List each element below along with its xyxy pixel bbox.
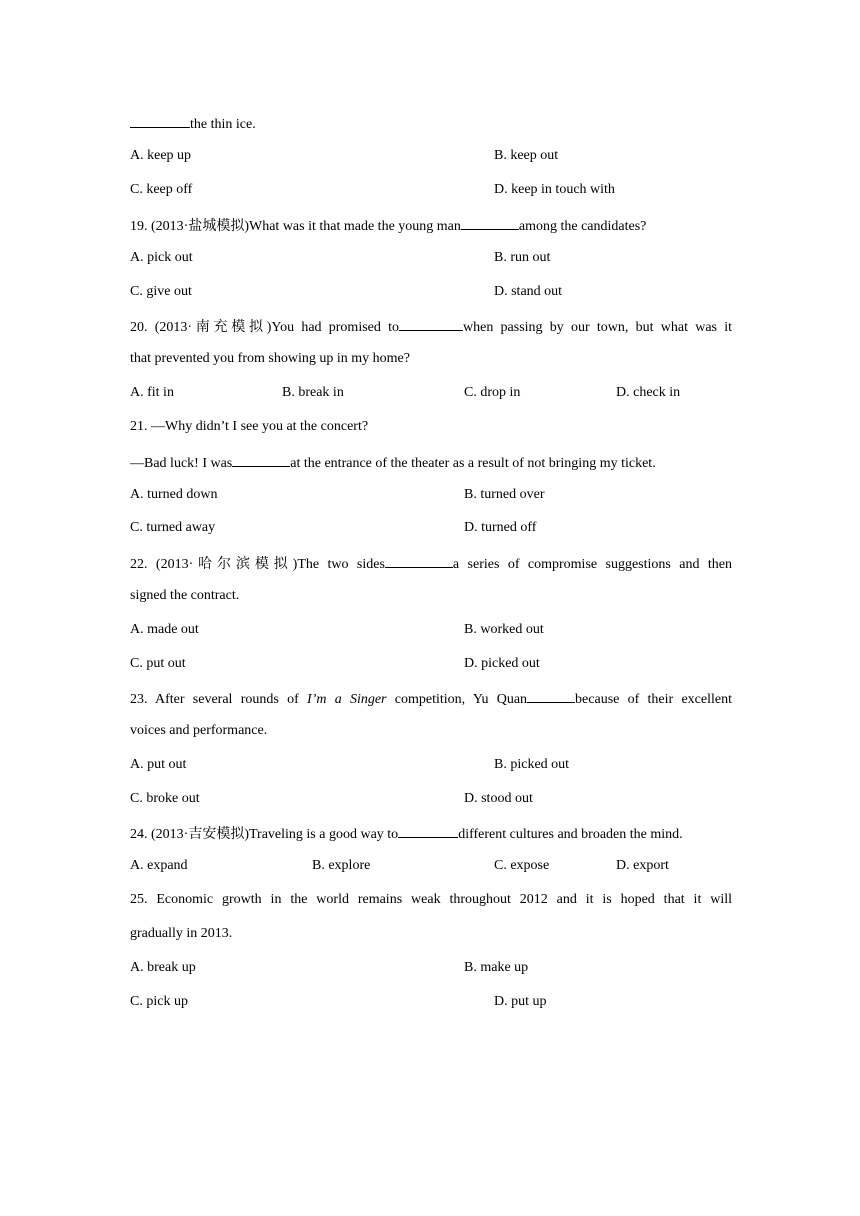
q21-stem-line2 <box>130 452 656 473</box>
answer-blank <box>399 316 463 331</box>
q18-option-a: A. keep up <box>130 148 192 163</box>
q21-text-1: —Bad luck! I was <box>130 456 233 471</box>
answer-blank <box>232 452 290 467</box>
q23-stem-line2: voices and performance. <box>130 723 268 738</box>
q22-stem-line2: signed the contract. <box>130 588 240 603</box>
q21-option-a: A. turned down <box>130 487 218 502</box>
q19-stem <box>130 215 646 236</box>
q23-show-title: I’m a Singer <box>307 692 387 707</box>
q21-stem-line1: 21. —Why didn’t I see you at the concert? <box>130 419 369 434</box>
q23-option-b: B. picked out <box>494 757 570 772</box>
q21-option-d: D. turned off <box>464 520 537 535</box>
q24-option-d: D. export <box>616 858 669 873</box>
q18-stem-tail <box>130 113 256 134</box>
q20-text-1: 20. (2013·南充模拟)You had promised to <box>130 320 399 335</box>
q23-text-2: competition, Yu Quan <box>386 692 528 707</box>
q19-option-d: D. stand out <box>494 284 563 299</box>
q21-option-c: C. turned away <box>130 520 216 535</box>
q24-option-c: C. expose <box>494 858 550 873</box>
q19-option-b: B. run out <box>494 250 551 265</box>
q19-source: (2013·盐城模拟) <box>151 219 249 234</box>
q24-text-1: 24. (2013·吉安模拟)Traveling is a good way to <box>130 827 399 842</box>
q25-option-a: A. break up <box>130 960 196 975</box>
q20-stem-line2: that prevented you from showing up in my home? <box>130 351 410 366</box>
q24-option-b: B. explore <box>312 858 371 873</box>
q22-text-1: 22. (2013·哈尔滨模拟)The two sides <box>130 557 385 572</box>
answer-blank <box>461 215 519 230</box>
answer-blank <box>398 823 458 838</box>
q24-stem <box>130 823 683 844</box>
answer-blank <box>527 688 575 703</box>
q24-text-2: different cultures and broaden the mind. <box>458 827 683 842</box>
q25-stem-line2: gradually in 2013. <box>130 926 233 941</box>
q22-option-c: C. put out <box>130 656 186 671</box>
q23-option-a: A. put out <box>130 757 187 772</box>
q24-option-a: A. expand <box>130 858 188 873</box>
q20-option-d: D. check in <box>616 385 681 400</box>
q19-text-2: among the candidates? <box>518 219 647 234</box>
q20-option-c: C. drop in <box>464 385 521 400</box>
q18-text: the thin ice. <box>190 117 256 132</box>
q19-number: 19. <box>130 219 151 234</box>
q23-text-1: 23. After several rounds of <box>130 692 307 707</box>
q23-option-c: C. broke out <box>130 791 200 806</box>
q21-option-b: B. turned over <box>464 487 545 502</box>
q25-option-b: B. make up <box>464 960 529 975</box>
q22-option-a: A. made out <box>130 622 199 637</box>
q25-option-c: C. pick up <box>130 994 188 1009</box>
q23-text-3: because of their excellent <box>575 692 732 707</box>
q19-option-c: C. give out <box>130 284 192 299</box>
q18-option-d: D. keep in touch with <box>494 182 615 197</box>
q18-option-b: B. keep out <box>494 148 559 163</box>
answer-blank <box>385 553 453 568</box>
q22-text-2: a series of compromise suggestions and then <box>452 557 732 572</box>
q20-text-2: when passing by our town, but what was it <box>463 320 732 335</box>
q19-option-a: A. pick out <box>130 250 193 265</box>
q20-option-b: B. break in <box>282 385 344 400</box>
q20-stem-line1 <box>130 316 732 337</box>
q25-stem-line1: 25. Economic growth in the world remains weak throughout 2012 and it is hoped that it will <box>130 892 732 907</box>
q19-text-1: What was it that made the young man <box>249 219 461 234</box>
q20-option-a: A. fit in <box>130 385 174 400</box>
q18-option-c: C. keep off <box>130 182 193 197</box>
q21-text-2: at the entrance of the theater as a result of not bringing my ticket. <box>290 456 656 471</box>
q23-option-d: D. stood out <box>464 791 533 806</box>
answer-blank <box>130 113 190 128</box>
q22-option-b: B. worked out <box>464 622 544 637</box>
q23-stem-line1 <box>130 688 732 709</box>
q22-option-d: D. picked out <box>464 656 540 671</box>
q22-stem-line1 <box>130 553 732 574</box>
q25-option-d: D. put up <box>494 994 547 1009</box>
